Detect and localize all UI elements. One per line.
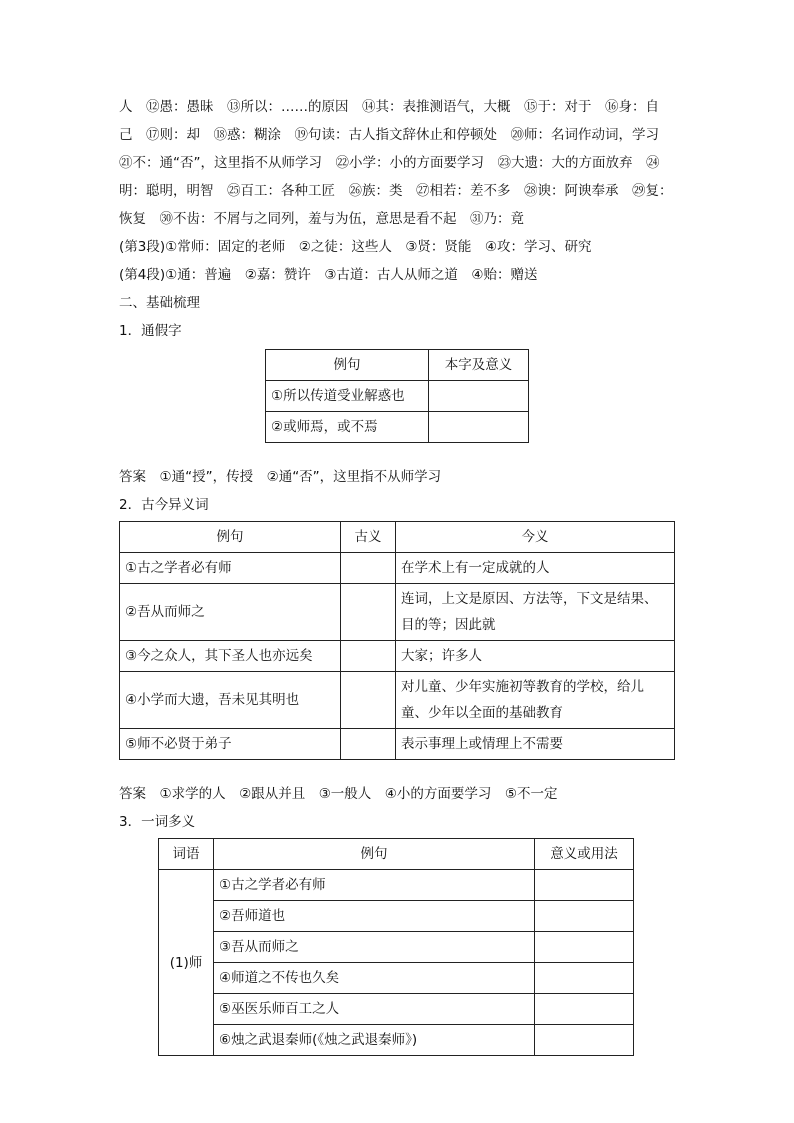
ancient-meaning-cell	[341, 584, 396, 641]
meaning-cell	[535, 963, 634, 994]
meaning-cell	[535, 932, 634, 963]
example-cell: ③吾从而师之	[214, 932, 535, 963]
annotation-notes	[119, 93, 679, 289]
gujin-table	[119, 521, 675, 760]
modern-meaning-cell: 在学术上有一定成就的人	[396, 553, 675, 584]
note-line: 明：聪明，明智 ㉕百工：各种工匠 ㉖族：类 ㉗相若：差不多 ㉘谀：阿谀奉承 ㉙复：	[119, 183, 673, 199]
table-row	[120, 553, 675, 584]
section-title: 二、基础梳理	[119, 295, 200, 311]
subsection-title-tongjia: 1．通假字	[119, 323, 182, 339]
table-row	[159, 901, 634, 932]
page-content	[119, 93, 679, 1056]
example-cell: ③今之众人，其下圣人也亦远矣	[120, 641, 341, 672]
tongjia-table	[265, 349, 529, 443]
column-header: 例句	[120, 522, 341, 553]
answer-line: 答案 ①求学的人 ②跟从并且 ③一般人 ④小的方面要学习 ⑤不一定	[119, 786, 558, 802]
table-row	[266, 381, 529, 412]
subsection-title-gujin: 2．古今异义词	[119, 497, 209, 513]
answer-cell	[429, 381, 529, 412]
modern-meaning-cell: 表示事理上或情理上不需要	[396, 729, 675, 760]
duoyi-table	[158, 838, 634, 1056]
meaning-cell	[535, 1025, 634, 1056]
note-line: ㉑不：通“否”，这里指不从师学习 ㉒小学：小的方面要学习 ㉓大遗：大的方面放弃 ㉔	[119, 155, 660, 171]
note-line: 人 ⑫愚：愚昧 ⑬所以：……的原因 ⑭其：表推测语气，大概 ⑮于：对于 ⑯身：自	[119, 99, 659, 115]
meaning-cell	[535, 870, 634, 901]
table-header-row	[120, 522, 675, 553]
table-row	[159, 994, 634, 1025]
table-row	[159, 963, 634, 994]
table-row	[120, 584, 675, 641]
example-cell: ④师道之不传也久矣	[214, 963, 535, 994]
meaning-cell	[535, 994, 634, 1025]
example-cell: ②吾师道也	[214, 901, 535, 932]
example-cell: ①古之学者必有师	[214, 870, 535, 901]
answer-cell	[429, 412, 529, 443]
column-header: 古义	[341, 522, 396, 553]
example-cell: ⑤巫医乐师百工之人	[214, 994, 535, 1025]
table-row	[266, 412, 529, 443]
example-cell: ①所以传道受业解惑也	[266, 381, 429, 412]
note-line: (第3段)①常师：固定的老师 ②之徒：这些人 ③贤：贤能 ④攻：学习、研究	[119, 239, 592, 255]
table-header-row	[159, 839, 634, 870]
ancient-meaning-cell	[341, 672, 396, 729]
example-cell: ④小学而大遗，吾未见其明也	[120, 672, 341, 729]
meaning-cell	[535, 901, 634, 932]
answer-line: 答案 ①通“授”，传授 ②通“否”，这里指不从师学习	[119, 469, 442, 485]
example-cell: ⑤师不必贤于弟子	[120, 729, 341, 760]
table-row	[159, 1025, 634, 1056]
example-cell: ⑥烛之武退秦师(《烛之武退秦师》)	[214, 1025, 535, 1056]
modern-meaning-cell: 连词，上文是原因、方法等，下文是结果、目的等；因此就	[396, 584, 675, 641]
ancient-meaning-cell	[341, 641, 396, 672]
table-row	[159, 932, 634, 963]
note-line: 恢复 ㉚不齿：不屑与之同列，羞与为伍，意思是看不起 ㉛乃：竟	[119, 211, 524, 227]
modern-meaning-cell: 对儿童、少年实施初等教育的学校，给儿童、少年以全面的基础教育	[396, 672, 675, 729]
subsection-title-duoyi: 3．一词多义	[119, 814, 196, 830]
table-header-row	[266, 350, 529, 381]
note-line: 己 ⑰则：却 ⑱惑：糊涂 ⑲句读：古人指文辞休止和停顿处 ⑳师：名词作动词，学习	[119, 127, 659, 143]
column-header: 例句	[214, 839, 535, 870]
ancient-meaning-cell	[341, 553, 396, 584]
table-row	[159, 870, 634, 901]
column-header: 例句	[266, 350, 429, 381]
column-header: 意义或用法	[535, 839, 634, 870]
example-cell: ②吾从而师之	[120, 584, 341, 641]
table-row	[120, 641, 675, 672]
example-cell: ①古之学者必有师	[120, 553, 341, 584]
column-header: 词语	[159, 839, 214, 870]
column-header: 本字及意义	[429, 350, 529, 381]
column-header: 今义	[396, 522, 675, 553]
example-cell: ②或师焉，或不焉	[266, 412, 429, 443]
note-line: (第4段)①通：普遍 ②嘉：赞许 ③古道：古人从师之道 ④贻：赠送	[119, 267, 538, 283]
ancient-meaning-cell	[341, 729, 396, 760]
table-row	[120, 672, 675, 729]
modern-meaning-cell: 大家；许多人	[396, 641, 675, 672]
table-row	[120, 729, 675, 760]
word-cell: (1)师	[159, 870, 214, 1056]
